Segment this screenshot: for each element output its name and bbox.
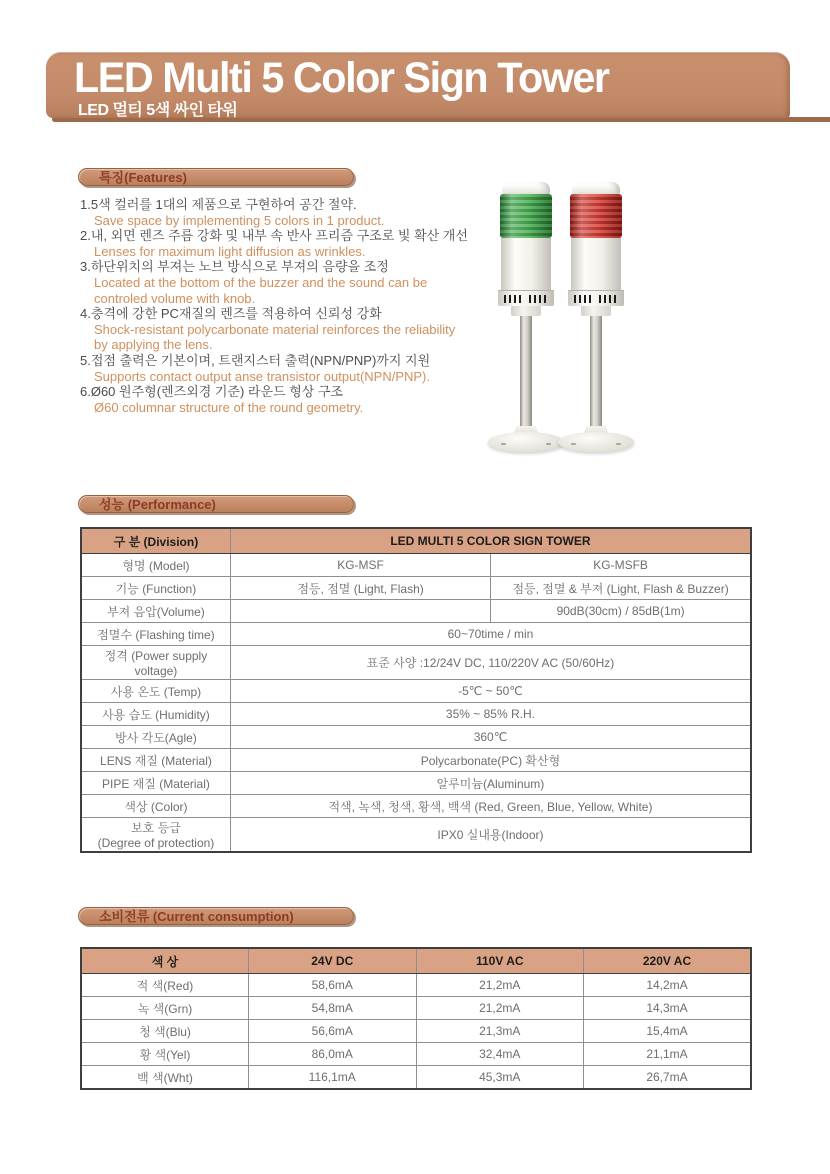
feature-item [80,306,512,353]
table-header-row [81,948,751,974]
tower-lens [500,194,552,238]
table-row [81,818,751,853]
row-label-cell: 정격 (Power supply voltage) [81,646,230,680]
value-cell: IPX0 실내용(Indoor) [230,818,751,853]
table-row [81,726,751,749]
row-label-cell: 부져 음압(Volume) [81,600,230,623]
value-cell: 적색, 녹색, 청색, 황색, 백색 (Red, Green, Blue, Yellow, White) [230,795,751,818]
consumption-table-container [80,947,752,1090]
performance-table-container [80,527,752,853]
feature-text-kr: 3.하단위치의 부져는 노브 방식으로 부져의 음량을 조정 [80,259,389,275]
row-label-cell: 황 색(Yel) [81,1043,249,1066]
table-row [81,1066,751,1090]
value-cell: 21,2mA [416,974,584,997]
feature-text-kr: 5.접점 출력은 기본이며, 트랜지스터 출력(NPN/PNP)까지 지원 [80,352,431,368]
value-cell: 표준 사양 :12/24V DC, 110/220V AC (50/60Hz) [230,646,751,680]
row-label-cell: 청 색(Blu) [81,1020,249,1043]
column-header-cell: 색 상 [81,948,249,974]
table-row [81,554,751,577]
feature-text-en: Supports contact output anse transistor output(NPN/PNP). [94,368,431,384]
value-cell: 21,3mA [416,1020,584,1043]
table-row [81,600,751,623]
value-cell: 35% ~ 85% R.H. [230,703,751,726]
feature-text-en: Save space by implementing 5 colors in 1 product. [94,212,385,228]
feature-number: 3. [80,259,91,275]
performance-heading-badge: 성능 (Performance) [78,495,354,513]
row-label-cell: 보호 등급 (Degree of protection) [81,818,230,853]
feature-number: 1. [80,197,91,212]
table-row [81,646,751,680]
value-cell: 56,6mA [249,1020,417,1043]
product-header-cell: LED MULTI 5 COLOR SIGN TOWER [230,528,751,554]
row-label-cell: 사용 습도 (Humidity) [81,703,230,726]
value-cell: 14,2mA [584,974,752,997]
feature-text-kr: 1.5색 컬러를 1대의 제품으로 구현하여 공간 절약. [80,197,357,212]
value-cell: 45,3mA [416,1066,584,1090]
row-label-cell: 색상 (Color) [81,795,230,818]
value-cell: 32,4mA [416,1043,584,1066]
tower-lens [570,194,622,238]
vent-slots-right [529,295,549,303]
table-row [81,997,751,1020]
feature-text-kr: 2.내, 외면 렌즈 주름 강화 및 내부 속 반사 프리즘 구조로 빛 확산 개선 [80,228,468,244]
tower-vent [498,290,554,306]
tower-red-lens-tower [558,182,634,452]
value-cell: 알루미늄(Aluminum) [230,772,751,795]
performance-table [80,527,752,853]
value-cell: 90dB(30cm) / 85dB(1m) [491,600,751,623]
row-label-cell: 사용 온도 (Temp) [81,680,230,703]
feature-number: 5. [80,352,91,368]
vent-slots-right [599,295,619,303]
value-cell: KG-MSF [230,554,490,577]
row-label-cell: 방사 각도(Agle) [81,726,230,749]
value-cell: 14,3mA [584,997,752,1020]
table-row [81,1020,751,1043]
feature-text-kr: 6.Ø60 원주형(렌즈외경 기준) 라운드 형상 구조 [80,384,344,400]
table-row [81,623,751,646]
value-cell: 점등, 점멸 (Light, Flash) [230,577,490,600]
feature-text-en: Shock-resistant polycarbonate material reinforces the reliability by applying the lens. [94,321,456,353]
tower-pole [590,316,602,426]
feature-number: 6. [80,384,91,400]
value-cell: 54,8mA [249,997,417,1020]
table-header-row [81,528,751,554]
header-banner [46,52,790,118]
table-row [81,974,751,997]
row-label-cell: 점멸수 (Flashing time) [81,623,230,646]
value-cell: Polycarbonate(PC) 확산형 [230,749,751,772]
value-cell: 점등, 점멸 & 부져 (Light, Flash & Buzzer) [491,577,751,600]
feature-text-en: Lenses for maximum light diffusion as wrinkles. [94,243,366,259]
tower-green-lens-tower [488,182,564,452]
division-header-cell: 구 분 (Division) [81,528,230,554]
value-cell: 21,1mA [584,1043,752,1066]
row-label-cell: LENS 재질 (Material) [81,749,230,772]
tower-plate [488,432,564,452]
table-row [81,1043,751,1066]
feature-number: 2. [80,228,91,244]
feature-text-en: Located at the bottom of the buzzer and the sound can be controled volume with knob. [94,274,428,306]
tower-cap [572,182,620,194]
feature-item [80,197,512,228]
tower-head [571,238,621,290]
value-cell: 86,0mA [249,1043,417,1066]
row-label-cell: 녹 색(Grn) [81,997,249,1020]
vent-slots-left [504,295,524,303]
feature-item [80,353,512,384]
value-cell: 116,1mA [249,1066,417,1090]
tower-head [501,238,551,290]
value-cell: -5℃ ~ 50℃ [230,680,751,703]
column-header-cell: 220V AC [584,948,752,974]
features-heading-badge: 특징(Features) [78,168,354,186]
feature-item [80,228,512,259]
value-cell: KG-MSFB [491,554,751,577]
column-header-cell: 110V AC [416,948,584,974]
vent-slots-left [574,295,594,303]
feature-item [80,259,512,306]
page-subtitle: LED 멀티 5색 싸인 타워 [78,102,238,119]
feature-number: 4. [80,306,91,322]
tower-neck [511,306,541,316]
tower-neck [581,306,611,316]
tower-vent [568,290,624,306]
table-row [81,680,751,703]
row-label-cell: PIPE 재질 (Material) [81,772,230,795]
column-header-cell: 24V DC [249,948,417,974]
table-row [81,749,751,772]
value-cell: 60~70time / min [230,623,751,646]
feature-item [80,384,512,415]
consumption-table [80,947,752,1090]
row-label-cell: 형명 (Model) [81,554,230,577]
table-row [81,577,751,600]
row-label-cell: 백 색(Wht) [81,1066,249,1090]
tower-plate [558,432,634,452]
table-row [81,795,751,818]
feature-text-en: Ø60 columnar structure of the round geometry. [94,399,364,415]
table-row [81,772,751,795]
product-photo [480,182,680,462]
consumption-heading-badge: 소비전류 (Current consumption) [78,907,354,925]
row-label-cell: 적 색(Red) [81,974,249,997]
tower-cap [502,182,550,194]
features-list [80,197,512,415]
value-cell: 15,4mA [584,1020,752,1043]
value-cell: 360℃ [230,726,751,749]
table-row [81,703,751,726]
row-label-cell: 기능 (Function) [81,577,230,600]
value-cell [230,600,490,623]
page-title: LED Multi 5 Color Sign Tower [74,54,609,102]
feature-text-kr: 4.충격에 강한 PC재질의 렌즈를 적용하여 신뢰성 강화 [80,306,382,322]
value-cell: 21,2mA [416,997,584,1020]
tower-pole [520,316,532,426]
value-cell: 58,6mA [249,974,417,997]
value-cell: 26,7mA [584,1066,752,1090]
